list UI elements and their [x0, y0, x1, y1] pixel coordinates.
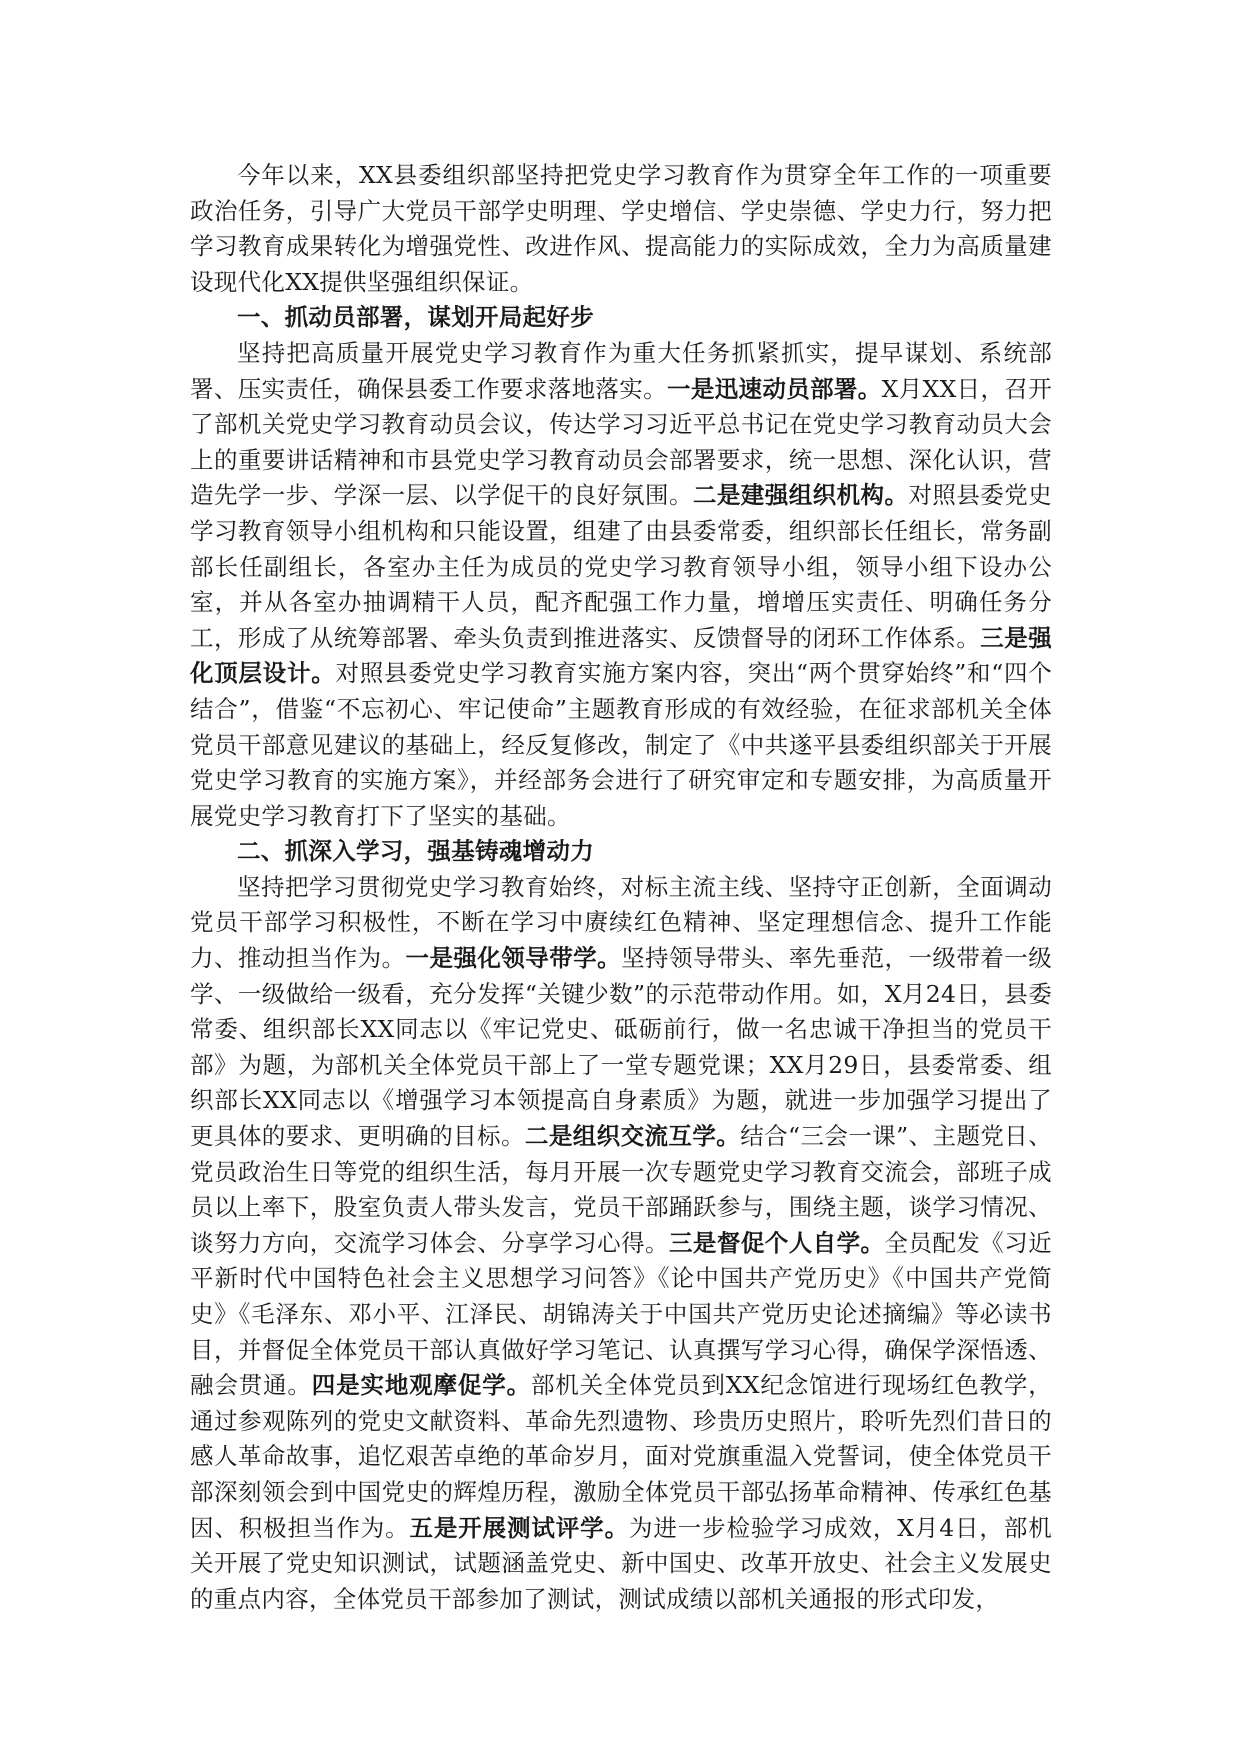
section-1-heading: 一、抓动员部署，谋划开局起好步: [237, 303, 594, 332]
section-1-paragraph: [190, 336, 1052, 834]
intro-text: 今年以来，XX县委组织部坚持把党史学习教育作为贯穿全年工作的一项重要政治任务，引导广大党员干部学史明理、学史增信、学史崇德、学史力行，努力把学习教育成果转化为增强党性、改进作风、提高能力的实际成效，全力为高质量建设现代化XX提供坚强组织保证。: [190, 161, 1052, 296]
section-1-point-2-text: 对照县委党史学习教育领导小组机构和只能设置，组建了由县委常委，组织部长任组长，常务副部长任副组长，各室办主任为成员的党史学习教育领导小组，领导小组下设办公室，并从各室办抽调精干人员，配齐配强工作力量，增增压实责任、明确任务分工，形成了从统筹部署、牵头负责到推进落实、反馈督导的闭环工作体系。: [190, 481, 1052, 652]
section-1-lead: 坚持把高质量开展党史学习教育作为重大任务抓紧抓实，提早谋划、系统部署、压实责任，确保县委工作要求落地落实。: [190, 338, 1052, 403]
section-2-lead: 坚持把学习贯彻党史学习教育始终，对标主流主线、坚持守正创新，全面调动党员干部学习积极性，不断在学习中赓续红色精神、坚定理想信念、提升工作能力、推动担当作为。: [190, 872, 1052, 973]
section-2-point-2-text: 结合“三会一课”、主题党日、党员政治生日等党的组织生活，每月开展一次专题党史学习教育交流会，部班子成员以上率下，股室负责人带头发言，党员干部踊跃参与，围绕主题，谈学习情况、谈努力方向，交流学习体会、分享学习心得。: [190, 1122, 1053, 1257]
section-2-point-1-text: 坚持领导带头、率先垂范，一级带着一级学、一级做给一级看，充分发挥“关键少数”的示范带动作用。如，X月24日，县委常委、组织部长XX同志以《牢记党史、砥砺前行，做一名忠诚干净担当的党员干部》为题，为部机关全体党员干部上了一堂专题党课；XX月29日，县委常委、组织部长XX同志以《增强学习本领提高自身素质》为题，就进一步加强学习提出了更具体的要求、更明确的目标。: [190, 944, 1053, 1151]
section-2-point-5-title: 五是开展测试评学。: [409, 1513, 629, 1542]
section-1-point-2-title: 二是建强组织机构。: [692, 481, 909, 510]
section-1-point-1-text: X月XX日，召开了部机关党史学习教育动员会议，传达学习习近平总书记在党史学习教育动员大会上的重要讲话精神和市县党史学习教育动员会部署要求，统一思想、深化认识，营造先学一步、学深一层、以学促干的良好氛围。: [190, 374, 1053, 510]
section-2-heading: 二、抓深入学习，强基铸魂增动力: [237, 837, 594, 866]
section-2-point-5-text: 为进一步检验学习成效，X月4日，部机关开展了党史知识测试，试题涵盖党史、新中国史、改革开放史、社会主义发展史的重点内容，全体党员干部参加了测试，测试成绩以部机关通报的形式印发，: [190, 1513, 1053, 1613]
section-1-point-3-title: 三是强化顶层设计。: [190, 623, 1052, 688]
document-page: [190, 158, 1052, 1617]
section-2-paragraph: [190, 870, 1052, 1617]
section-2-point-3-title: 三是督促个人自学。: [668, 1228, 885, 1257]
section-2-point-4-title: 四是实地观摩促学。: [311, 1371, 531, 1400]
section-2-point-4-text: 部机关全体党员到XX纪念馆进行现场红色教学，通过参观陈列的党史文献资料、革命先烈遗物、珍贵历史照片，聆听先烈们昔日的感人革命故事，追忆艰苦卓绝的革命岁月，面对党旗重温入党誓词，使全体党员干部深刻领会到中国党史的辉煌历程，激励全体党员干部弘扬革命精神、传承红色基因、积极担当作为。: [190, 1371, 1053, 1542]
section-1-point-3-text: 对照县委党史学习教育实施方案内容，突出“两个贯穿始终”和“四个结合”，借鉴“不忘初心、牢记使命”主题教育形成的有效经验，在征求部机关全体党员干部意见建议的基础上，经反复修改，制定了《中共遂平县委组织部关于开展党史学习教育的实施方案》，并经部务会进行了研究审定和专题安排，为高质量开展党史学习教育打下了坚实的基础。: [190, 659, 1052, 830]
section-2-point-3-text: 全员配发《习近平新时代中国特色社会主义思想学习问答》《论中国共产党历史》《中国共产党简史》《毛泽东、邓小平、江泽民、胡锦涛关于中国共产党历史论述摘编》等必读书目，并督促全体党员干部认真做好学习笔记、认真撰写学习心得，确保学深悟透、融会贯通。: [190, 1228, 1053, 1400]
section-2-point-1-title: 一是强化领导带学。: [405, 944, 622, 973]
intro-paragraph: [190, 158, 1052, 300]
section-2-point-2-title: 二是组织交流互学。: [524, 1122, 741, 1151]
section-1-point-1-title: 一是迅速动员部署。: [666, 374, 882, 403]
